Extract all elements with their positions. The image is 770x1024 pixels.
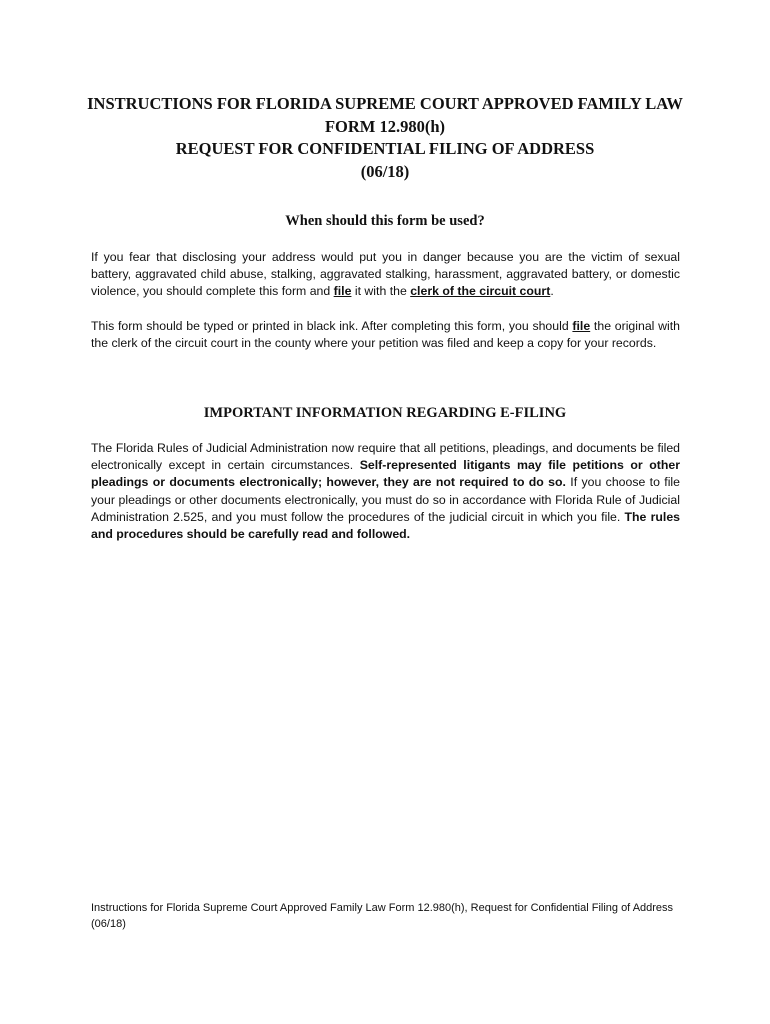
paragraph-bold-text: The rules and procedures should be carefully read and followed. xyxy=(91,509,680,542)
page-footer: Instructions for Florida Supreme Court Approved Family Law Form 12.980(h), Request for Confidential Filing of Address (06/18) xyxy=(91,902,674,930)
file-term-link[interactable]: file xyxy=(572,319,591,333)
document-title xyxy=(60,93,710,183)
paragraph-usage-2 xyxy=(91,318,680,352)
paragraph-text: it with the xyxy=(351,284,411,299)
title-line-4: (06/18) xyxy=(360,161,410,181)
paragraph-text: The Florida Rules of Judicial Administration now require that all petitions, pleadings, and documents be filed electronically except in certain circumstances. xyxy=(91,441,680,473)
title-line-1: INSTRUCTIONS FOR FLORIDA SUPREME COURT APPROVED FAMILY LAW xyxy=(87,94,683,113)
section-heading-efiling: IMPORTANT INFORMATION REGARDING E-FILING xyxy=(203,405,567,421)
section-heading-usage: When should this form be used? xyxy=(285,213,485,229)
paragraph-usage-1 xyxy=(91,249,680,301)
title-line-3: REQUEST FOR CONFIDENTIAL FILING OF ADDRESS xyxy=(175,139,595,158)
file-term-link[interactable]: file xyxy=(333,284,352,299)
paragraph-text: . xyxy=(550,284,554,299)
paragraph-bold-text: Self-represented litigants may file petitions or other pleadings or documents electronically; however, they are not required to do so. xyxy=(91,458,680,490)
paragraph-text: If you fear that disclosing your address would put you in danger because you are the victim of sexual battery, aggravated child abuse, stalking, aggravated stalking, harassment, aggravated battery, or domestic violence, you should complete this form and xyxy=(91,250,680,299)
paragraph-text: the original with the clerk of the circuit court in the county where your petition was filed and keep a copy for your records. xyxy=(91,319,681,351)
paragraph-text: This form should be typed or printed in black ink. After completing this form, you should xyxy=(91,319,573,333)
paragraph-efiling xyxy=(91,440,680,543)
paragraph-text: If you choose to file your pleadings or other documents electronically, you must do so in accordance with Florida Rule of Judicial Administration 2.525, and you must follow the procedures of the judicial circuit in which you file. xyxy=(91,475,680,524)
clerk-term-link[interactable]: clerk of the circuit court xyxy=(410,284,551,299)
title-line-2: FORM 12.980(h) xyxy=(324,116,446,136)
